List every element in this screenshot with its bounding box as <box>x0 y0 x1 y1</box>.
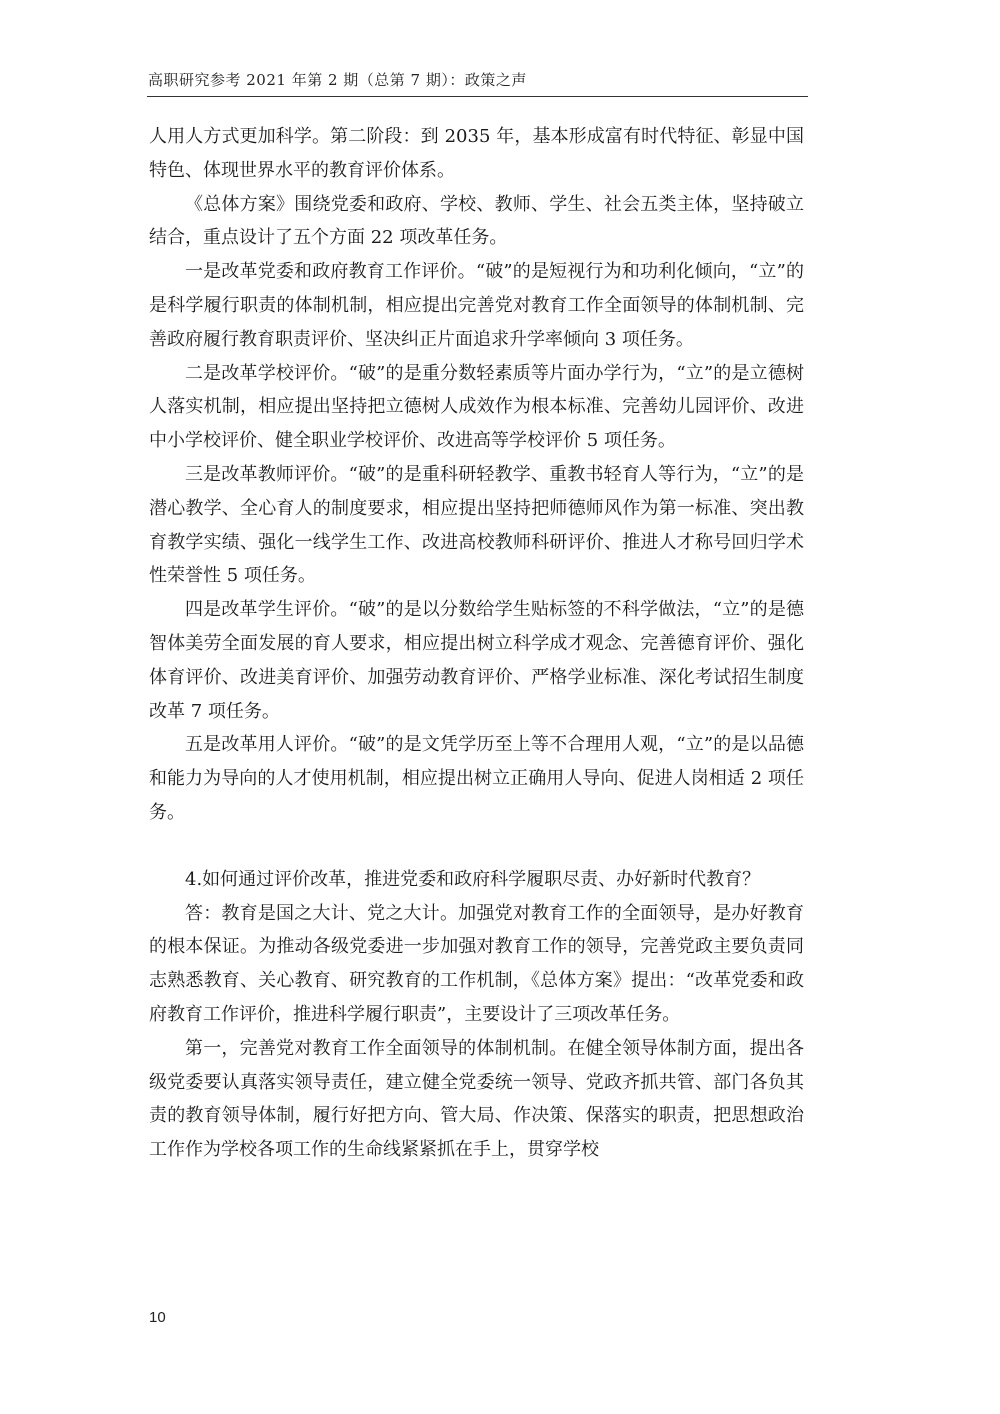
page-number: 10 <box>149 1309 166 1326</box>
paragraph: 二是改革学校评价。“破”的是重分数轻素质等片面办学行为，“立”的是立德树人落实机制，相应提出坚持把立德树人成效作为根本标准、完善幼儿园评价、改进中小学校评价、健全职业学校评价、改进高等学校评价 5 项任务。 <box>149 362 804 452</box>
paragraph: 三是改革教师评价。“破”的是重科研轻教学、重教书轻育人等行为，“立”的是潜心教学、全心育人的制度要求，相应提出坚持把师德师风作为第一标准、突出教育教学实绩、强化一线学生工作、改进高校教师科研评价、推进人才称号回归学术性荣誉性 5 项任务。 <box>149 463 804 587</box>
paragraph: 一是改革党委和政府教育工作评价。“破”的是短视行为和功利化倾向，“立”的是科学履行职责的体制机制，相应提出完善党对教育工作全面领导的体制机制、完善政府履行教育职责评价、坚决纠正片面追求升学率倾向 3 项任务。 <box>149 261 804 350</box>
header-rule <box>147 96 808 97</box>
paragraph: 五是改革用人评价。“破”的是文凭学历至上等不合理用人观，“立”的是以品德和能力为导向的人才使用机制，相应提出树立正确用人导向、促进人岗相适 2 项任务。 <box>149 734 804 823</box>
article-body <box>149 120 804 1167</box>
paragraph: 四是改革学生评价。“破”的是以分数给学生贴标签的不科学做法，“立”的是德智体美劳全面发展的育人要求，相应提出树立科学成才观念、完善德育评价、强化体育评价、改进美育评价、加强劳动教育评价、严格学业标准、深化考试招生制度改革 7 项任务。 <box>149 599 804 722</box>
question-heading: 4.如何通过评价改革，推进党委和政府科学履职尽责、办好新时代教育？ <box>185 868 761 890</box>
running-header: 高职研究参考 2021 年第 2 期（总第 7 期）：政策之声 <box>148 71 527 89</box>
answer-paragraph: 答：教育是国之大计、党之大计。加强党对教育工作的全面领导，是办好教育的根本保证。为推动各级党委进一步加强对教育工作的领导，完善党政主要负责同志熟悉教育、关心教育、研究教育的工作机制，《总体方案》提出：“改革党委和政府教育工作评价，推进科学履行职责”，主要设计了三项改革任务。 <box>149 902 804 1025</box>
paragraph: 人用人方式更加科学。第二阶段：到 2035 年，基本形成富有时代特征、彰显中国特色、体现世界水平的教育评价体系。 <box>149 126 804 181</box>
answer-paragraph: 第一，完善党对教育工作全面领导的体制机制。在健全领导体制方面，提出各级党委要认真落实领导责任，建立健全党委统一领导、党政齐抓共管、部门各负其责的教育领导体制，履行好把方向、管大局、作决策、保落实的职责，把思想政治工作作为学校各项工作的生命线紧紧抓在手上，贯穿学校 <box>149 1037 804 1161</box>
paragraph: 《总体方案》围绕党委和政府、学校、教师、学生、社会五类主体，坚持破立结合，重点设计了五个方面 22 项改革任务。 <box>149 193 804 249</box>
